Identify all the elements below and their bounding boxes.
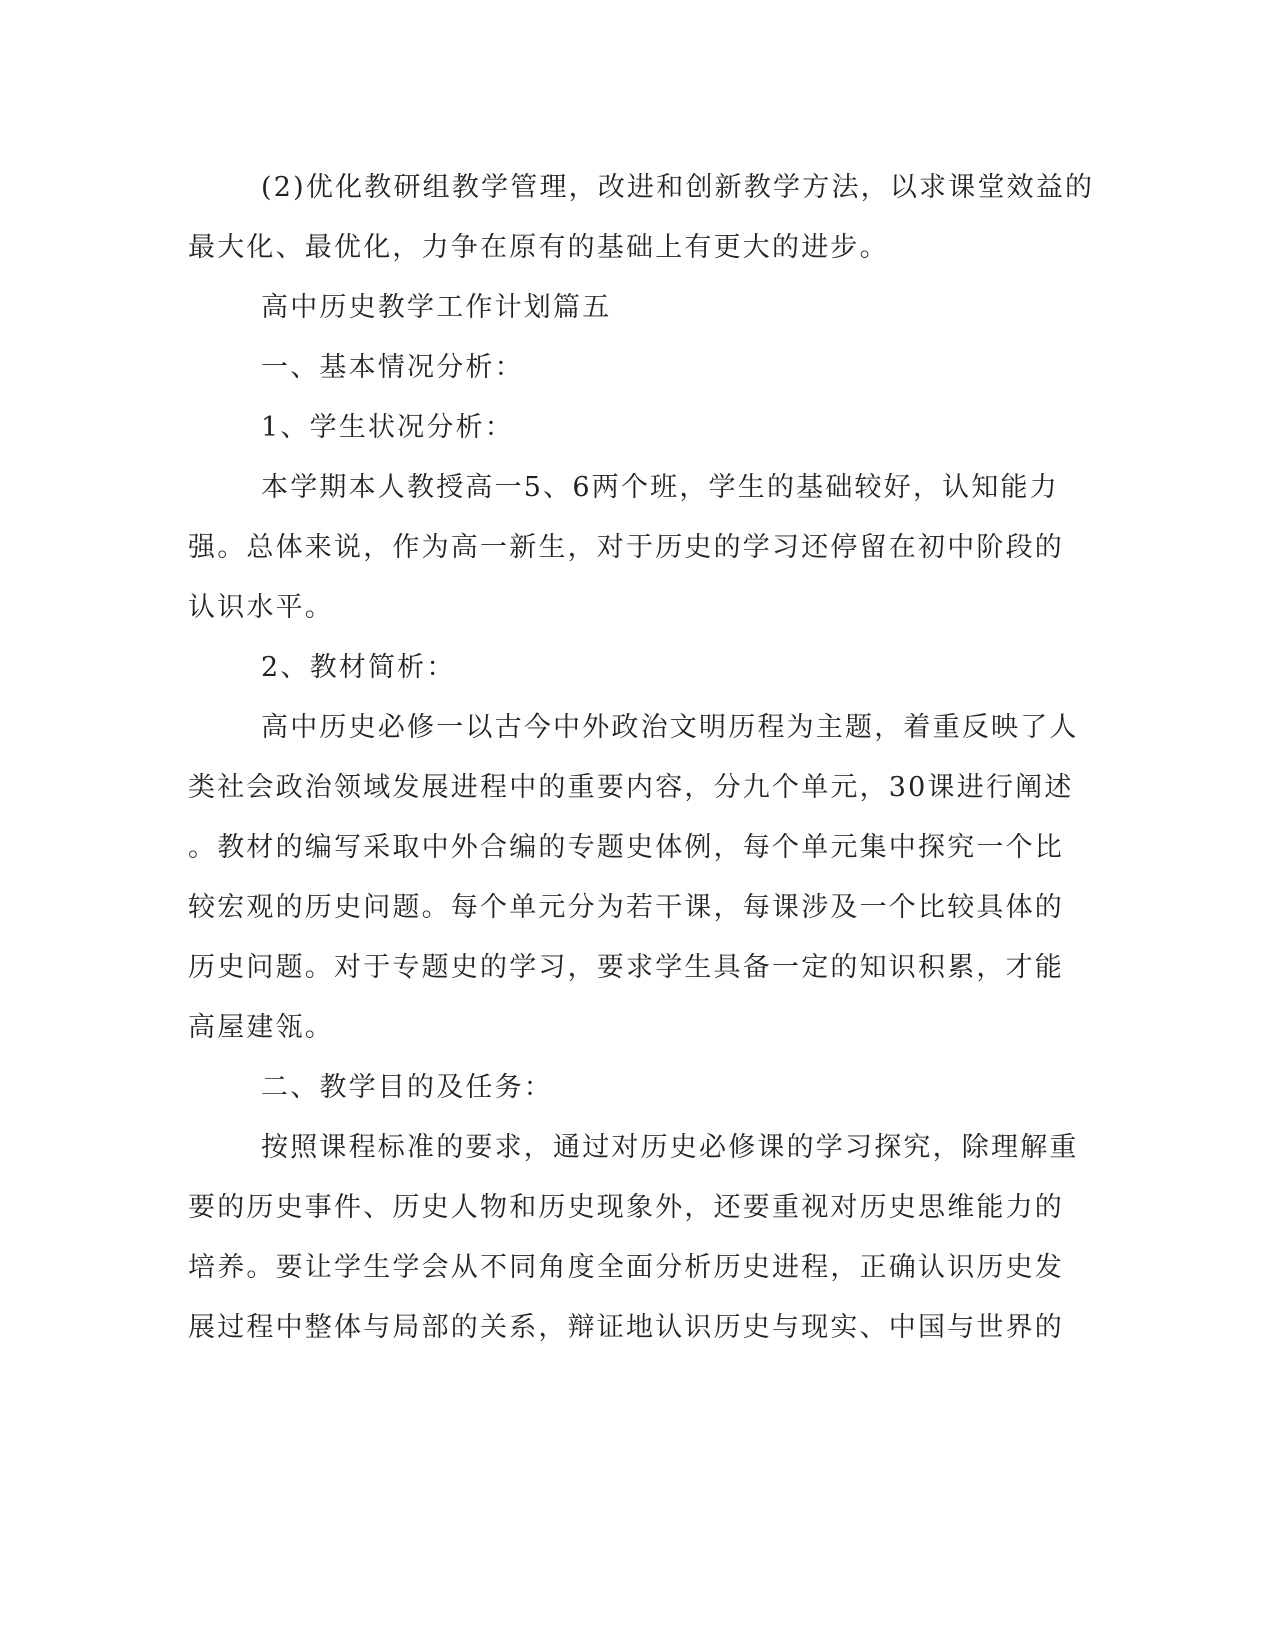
paragraph-line: 类社会政治领域发展进程中的重要内容，分九个单元，30课进行阐述 — [188, 772, 1074, 803]
subheading-student-analysis: 1、学生状况分析： — [261, 412, 514, 443]
paragraph-line: 最大化、最优化，力争在原有的基础上有更大的进步。 — [188, 232, 889, 263]
paragraph-line: 按照课程标准的要求，通过对历史必修课的学习探究，除理解重 — [261, 1132, 1079, 1163]
heading-basic-analysis: 一、基本情况分析： — [261, 352, 524, 383]
paragraph-line: 展过程中整体与局部的关系，辩证地认识历史与现实、中国与世界的 — [188, 1312, 1064, 1343]
paragraph-line: 培养。要让学生学会从不同角度全面分析历史进程，正确认识历史发 — [188, 1252, 1064, 1283]
paragraph-line: 强。总体来说，作为高一新生，对于历史的学习还停留在初中阶段的 — [188, 532, 1064, 563]
paragraph-line: 较宏观的历史问题。每个单元分为若干课，每课涉及一个比较具体的 — [188, 892, 1064, 923]
paragraph-line: (2)优化教研组教学管理，改进和创新教学方法，以求课堂效益的 — [261, 172, 1095, 203]
paragraph-line: 高中历史必修一以古今中外政治文明历程为主题，着重反映了人 — [261, 712, 1079, 743]
subheading-textbook-analysis: 2、教材简析： — [261, 652, 456, 683]
paragraph-line: 认识水平。 — [188, 592, 334, 623]
heading-teaching-goals: 二、教学目的及任务： — [261, 1072, 553, 1103]
paragraph-line: 历史问题。对于专题史的学习，要求学生具备一定的知识积累，才能 — [188, 952, 1064, 983]
paragraph-line: 本学期本人教授高一5、6两个班，学生的基础较好，认知能力 — [261, 472, 1059, 503]
paragraph-line: 要的历史事件、历史人物和历史现象外，还要重视对历史思维能力的 — [188, 1192, 1064, 1223]
section-title: 高中历史教学工作计划篇五 — [261, 292, 612, 323]
paragraph-line: 。教材的编写采取中外合编的专题史体例，每个单元集中探究一个比 — [188, 832, 1064, 863]
paragraph-line: 高屋建瓴。 — [188, 1012, 334, 1043]
